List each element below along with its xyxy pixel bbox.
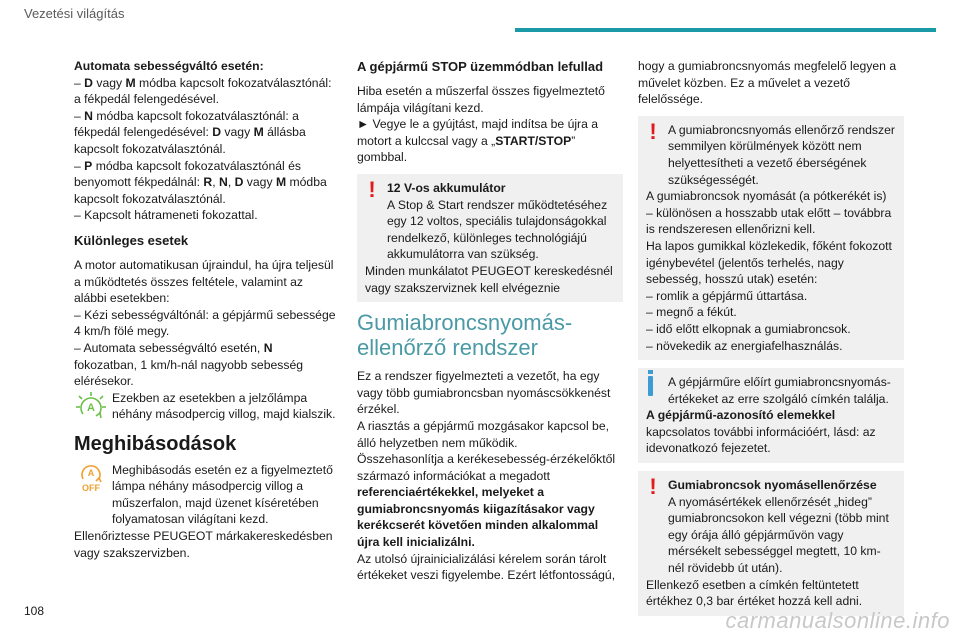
text-run: ” gombbal. (357, 133, 576, 165)
text-run: Az utolsó újrainicializálási kérelem során tárolt értékeket veszi figyelembe. Ezért létfontosságú, (357, 551, 616, 583)
warning-box-line: A gumiabroncsnyomás ellenőrző rendszer semmilyen körülmények között nem helyettesítheti a vezető éberségének szükségességét. (668, 122, 895, 187)
paragraph-line (357, 551, 623, 584)
text-run: START/STOP (495, 133, 572, 148)
text-run: N (219, 175, 228, 190)
text-run: D (84, 75, 93, 90)
page-header-title: Vezetési világítás (24, 6, 125, 21)
watermark: carmanualsonline.info (725, 608, 950, 633)
text-run: módba kapcsolt fokozatválasztónál. (74, 175, 327, 206)
text-run: , (227, 175, 235, 190)
text-run: – Kapcsolt hátrameneti fokozattal. (74, 208, 258, 223)
battery-box-title: 12 V-os akkumulátor (387, 180, 506, 195)
text-run: – (74, 75, 85, 90)
text-run: ► Vegye le a gyújtást, majd indítsa be újra a motort a kulccsal vagy a „ (357, 117, 599, 148)
pressure-box-title: Gumiabroncsok nyomásellenőrzése (668, 478, 877, 493)
paragraph-line (74, 58, 338, 75)
warning-box-line: – növekedik az energiafelhasználás. (646, 338, 843, 353)
warning-box-line: – romlik a gépjármű úttartása. (646, 288, 808, 303)
faults-heading: Meghibásodások (74, 432, 237, 455)
text-run: – Automata sebességváltó esetén, (74, 340, 264, 355)
info-box-text: A gépjárműre előírt gumiabroncsnyomás-értékeket az erre szolgáló címkén találja. (668, 375, 891, 406)
paragraph-line (74, 158, 338, 208)
text-run: D (212, 125, 222, 140)
special-cases-heading: Különleges esetek (74, 232, 189, 248)
text-run: P (84, 158, 93, 173)
text-run: M (125, 75, 136, 90)
battery-box-text-2: Minden munkálatot PEUGEOT kereskedésnél vagy szakszerviznek kell elvégeznie (365, 263, 613, 295)
column-1 (74, 58, 338, 561)
svg-text:A: A (87, 401, 95, 414)
paragraph-line (357, 83, 623, 116)
text-run: Ez a rendszer figyelmezteti a vezetőt, ha egy vagy több gumiabroncsban nyomáscsökkenést érzékel. (357, 369, 611, 417)
text-run: M (253, 125, 264, 140)
text-run: Automata sebességváltó esetén: (74, 59, 264, 73)
paragraph-line (74, 108, 338, 158)
paragraph-line (74, 340, 338, 390)
paragraph-line (74, 257, 338, 307)
text-run: – (74, 108, 85, 123)
warning-box-line: A gumiabroncsok nyomását (a pótkerékét is) – különösen a hosszabb utak előtt – továbbra is rendszeresen ellenőrizni kell. (646, 189, 892, 237)
text-run: A motor automatikusan újraindul, ha újra teljesül a működtetés összes feltétele, valamint az alábbi esetekben: (74, 257, 334, 306)
text-run: , (212, 175, 220, 190)
fault-note (74, 462, 338, 528)
paragraph-line (74, 307, 338, 340)
text-run: referenciaértékekkel, melyeket a gumiabroncsnyomás kiigazításakor vagy kerékcserét követően minden alkalommal újra kell inicializálni. (357, 485, 599, 550)
warning-box-line: – megnő a fékút. (646, 305, 737, 320)
text-run: vagy (221, 125, 254, 140)
paragraph-line (357, 418, 623, 451)
paragraph-line (74, 75, 338, 108)
text-run: A riasztás a gépjármű mozgásakor kapcsol be, álló helyzetben nem működik. (357, 418, 609, 450)
text-run: módba kapcsolt fokozatválasztónál és benyomott fékpedálnál: (74, 158, 301, 190)
info-box-text-2: kapcsolatos további információért, lásd: az idevonatkozó fejezetet. (646, 424, 876, 456)
svg-text:A: A (87, 467, 95, 478)
warning-box-line: – idő előtt elkopnak a gumiabroncsok. (646, 321, 851, 336)
text-run: M (275, 175, 287, 190)
pressure-check-warning-box (638, 471, 904, 616)
text-run: Hiba esetén a műszerfal összes figyelmeztető lámpája világítani kezd. (357, 84, 605, 115)
warning-box-line: Ha lapos gumikkal közlekedik, főként fokozott igénybevétel (jelentős terhelés, nagy sebesség, hosszú utak) esetén: (646, 238, 892, 287)
text-run: állásba kapcsolt fokozatválasztónál. (74, 125, 306, 156)
indicator-note-text: Ezekben az esetekben a jelzőlámpa néhány másodpercig villog, majd kialszik. (112, 390, 336, 422)
stop-start-off-icon (74, 462, 108, 494)
tpms-paragraph (357, 368, 623, 584)
text-run: Összehasonlítja a kerékesebesség-érzékelőktől származó információkat a megadott (357, 452, 616, 483)
tpms-intro-continued: hogy a gumiabroncsnyomás megfelelő legyen a művelet közben. Ez a művelet a vezető felelőssége. (638, 59, 897, 107)
special-cases-paragraph (74, 257, 338, 390)
text-run: vagy (243, 175, 276, 190)
tpms-section-title: Gumiabroncsnyomás-ellenőrző rendszer (357, 310, 573, 361)
warning-icon: ! (649, 474, 657, 500)
stop-mode-paragraph (357, 83, 623, 166)
column-3 (638, 58, 904, 616)
text-run: – Kézi sebességváltónál: a gépjármű sebessége 4 km/h fölé megy. (74, 307, 336, 339)
tpms-warning-box (638, 116, 904, 360)
text-run: N (263, 340, 273, 355)
text-run: D (234, 175, 244, 190)
battery-warning-box (357, 174, 623, 302)
text-run: N (84, 108, 93, 123)
header-accent-bar (515, 28, 936, 32)
warning-icon: ! (368, 176, 376, 202)
column-2 (357, 58, 623, 584)
text-run: – (74, 158, 85, 173)
info-box-subtitle: A gépjármű-azonosító elemekkel (646, 408, 836, 423)
fault-after-text: Ellenőriztesse PEUGEOT márkakereskedésben vagy szakszervizben. (74, 529, 333, 560)
tpms-info-box (638, 368, 904, 463)
auto-gearbox-paragraph (74, 58, 338, 224)
stop-start-active-icon (74, 390, 108, 422)
indicator-note (74, 390, 338, 424)
battery-box-text: A Stop & Start rendszer működtetéséhez egy 12 voltos, speciális tulajdonságokkal rendelkező, különleges technológiájú akkumulátorra van szükség. (387, 197, 608, 262)
stop-mode-heading: A gépjármű STOP üzemmódban lefullad (357, 59, 604, 74)
warning-icon: ! (649, 118, 657, 144)
paragraph-line (357, 451, 623, 551)
text-run: módba kapcsolt fokozatválasztónál: a fékpedál felengedésével: (74, 108, 299, 140)
paragraph-line (74, 207, 338, 224)
fault-note-text: Meghibásodás esetén ez a figyelmeztető lámpa néhány másodpercig villog a műszerfalon, majd üzenet kíséretében folyamatosan világítani kezd. (112, 462, 333, 527)
paragraph-line (357, 116, 623, 166)
text-run: vagy (92, 75, 126, 90)
paragraph-line (357, 368, 623, 418)
pressure-box-text: A nyomásértékek ellenőrzését „hideg” gumiabroncsokon kell végezni (több mint egy órája álló gépjárművön vagy mérsékelt sebességgel megtett, 10 km-nél rövidebb út után). (668, 494, 889, 576)
text-run: fokozatban, 1 km/h-nál nagyobb sebesség elérésekor. (74, 357, 304, 389)
text-run: módba kapcsolt fokozatválasztónál: a fékpedál felengedésével. (74, 75, 332, 107)
pressure-box-text-2: Ellenkező esetben a címkén feltüntetett értékhez 0,3 bar értéket hozzá kell adni. (646, 577, 863, 609)
text-run: R (203, 175, 213, 190)
info-icon (648, 376, 653, 396)
page-number: 108 (24, 604, 45, 618)
svg-text:OFF: OFF (82, 482, 100, 493)
